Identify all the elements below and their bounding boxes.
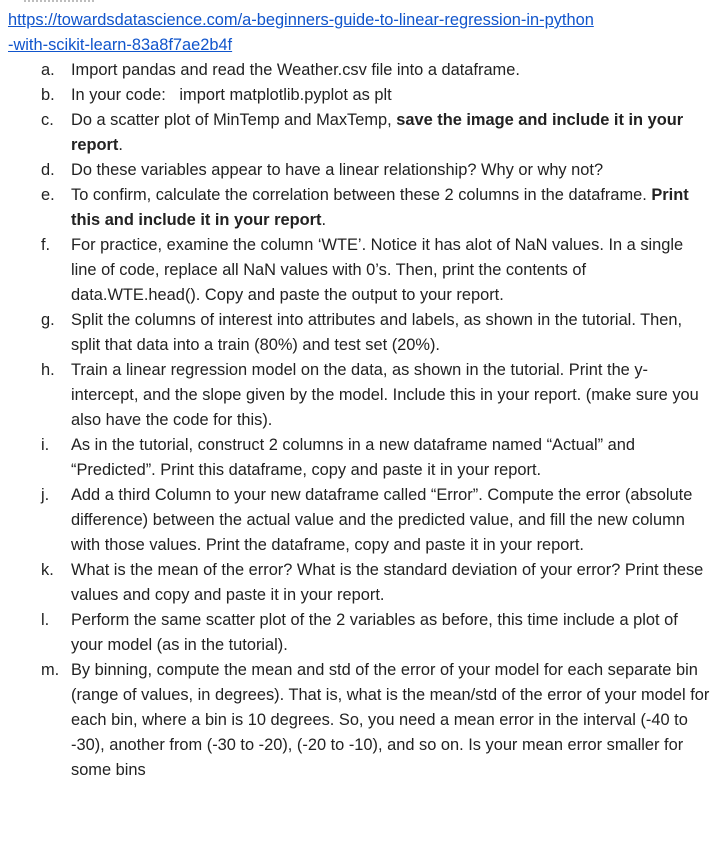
list-item-k bbox=[0, 558, 720, 608]
list-item-text: What is the mean of the error? What is the standard deviation of your error? Print these values and copy and paste it in your report. bbox=[71, 561, 704, 604]
instruction-list bbox=[0, 58, 720, 783]
list-marker: c. bbox=[41, 111, 54, 129]
list-marker: a. bbox=[41, 61, 55, 79]
cropped-top-text bbox=[24, 0, 94, 2]
list-item-a bbox=[0, 58, 720, 83]
list-marker: m. bbox=[41, 661, 60, 679]
list-marker: g. bbox=[41, 311, 55, 329]
list-item-trailing-text: . bbox=[118, 136, 123, 154]
list-item-text: In your code: import matplotlib.pyplot as plt bbox=[71, 86, 392, 104]
list-item-trailing-text: . bbox=[321, 211, 326, 229]
list-marker: h. bbox=[41, 361, 55, 379]
list-item-text: For practice, examine the column ‘WTE’. Notice it has alot of NaN values. In a single line of code, replace all NaN values with 0’s. Then, print the contents of data.WTE.head(). Copy and paste the output to your report. bbox=[71, 236, 684, 304]
list-marker: k. bbox=[41, 561, 54, 579]
list-item-bold-text: Print this and include it in your report bbox=[71, 186, 689, 229]
list-item-h bbox=[0, 358, 720, 433]
list-item-j bbox=[0, 483, 720, 558]
list-item-d bbox=[0, 158, 720, 183]
list-marker: i. bbox=[41, 436, 50, 454]
list-item-text: Add a third Column to your new dataframe called “Error”. Compute the error (absolute difference) between the actual value and the predicted value, and fill the new column with those values. Print the dataframe, copy and paste it in your report. bbox=[71, 486, 693, 554]
list-item-g bbox=[0, 308, 720, 358]
list-item-text: To confirm, calculate the correlation between these 2 columns in the dataframe. bbox=[71, 186, 652, 204]
list-item-text: By binning, compute the mean and std of the error of your model for each separate bin (range of values, in degrees). That is, what is the mean/std of the error of your model for each bin, where a bin is 10 degrees. So, you need a mean error in the interval (-40 to -30), another from (-30 to -20), (-20 to -10), and so on. Is your mean error smaller for some bins bbox=[71, 661, 710, 779]
list-marker: l. bbox=[41, 611, 50, 629]
list-item-b bbox=[0, 83, 720, 108]
list-item-e bbox=[0, 183, 720, 233]
list-item-text: Do a scatter plot of MinTemp and MaxTemp, bbox=[71, 111, 397, 129]
list-item-f bbox=[0, 233, 720, 308]
list-item-text: Train a linear regression model on the data, as shown in the tutorial. Print the y-intercept, and the slope given by the model. Include this in your report. (make sure you also have the code for this). bbox=[71, 361, 699, 429]
list-marker: f. bbox=[41, 236, 51, 254]
list-item-m bbox=[0, 658, 720, 783]
list-item-bold-text: save the image and include it in your report bbox=[71, 111, 684, 154]
list-item-c bbox=[0, 108, 720, 158]
list-item-i bbox=[0, 433, 720, 483]
list-item-text: As in the tutorial, construct 2 columns in a new dataframe named “Actual” and “Predicted”. Print this dataframe, copy and paste it in your report. bbox=[71, 436, 635, 479]
list-item-text: Do these variables appear to have a linear relationship? Why or why not? bbox=[71, 161, 604, 179]
list-item-text: Split the columns of interest into attributes and labels, as shown in the tutorial. Then, split that data into a train (80%) and test set (20%). bbox=[71, 311, 683, 354]
list-item-text: Import pandas and read the Weather.csv file into a dataframe. bbox=[71, 61, 520, 79]
list-marker: b. bbox=[41, 86, 55, 104]
list-marker: d. bbox=[41, 161, 55, 179]
tutorial-link-line-2[interactable]: -with-scikit-learn-83a8f7ae2b4f bbox=[8, 36, 233, 54]
tutorial-link[interactable] bbox=[8, 8, 708, 58]
tutorial-link-line-1[interactable]: https://towardsdatascience.com/a-beginners-guide-to-linear-regression-in-python bbox=[8, 11, 594, 29]
list-marker: j. bbox=[41, 486, 50, 504]
list-item-l bbox=[0, 608, 720, 658]
list-marker: e. bbox=[41, 186, 55, 204]
list-item-text: Perform the same scatter plot of the 2 variables as before, this time include a plot of your model (as in the tutorial). bbox=[71, 611, 678, 654]
